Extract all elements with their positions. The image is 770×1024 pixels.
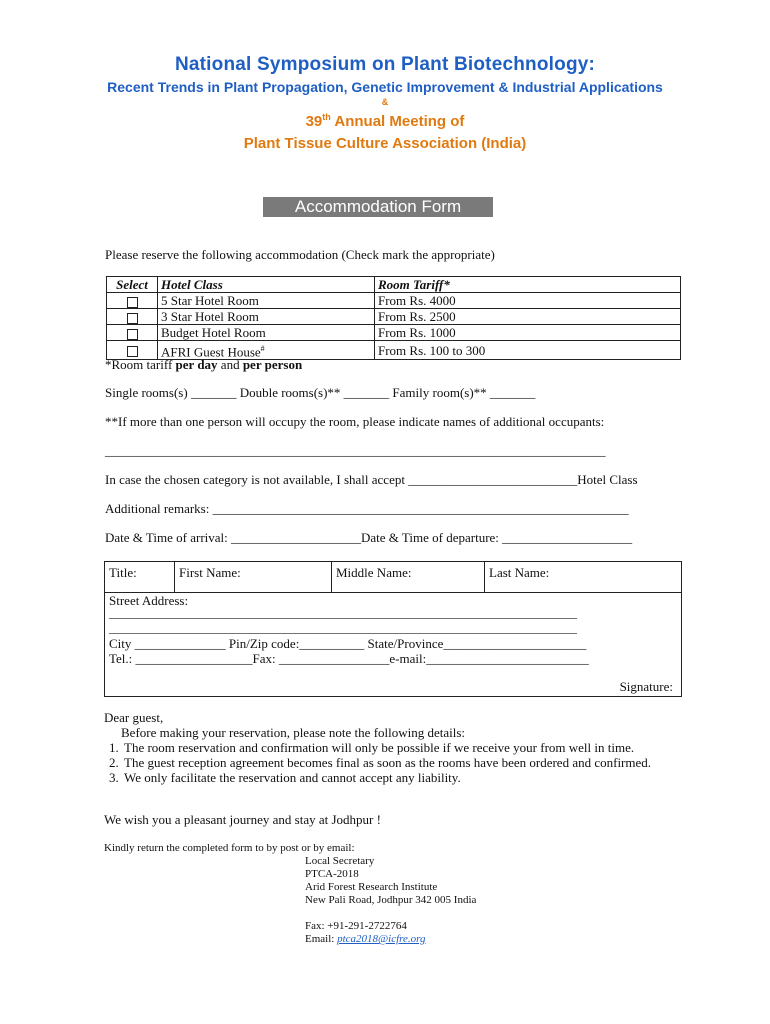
email-link[interactable]: ptca2018@icfre.org: [337, 933, 426, 945]
guest-notes: [104, 710, 724, 785]
return-address: [305, 855, 476, 946]
street-address-label: Street Address:: [109, 593, 189, 608]
middle-name-field[interactable]: Middle Name:: [332, 562, 485, 592]
column-header: Hotel Class: [158, 277, 375, 293]
hotel-class-cell: AFRI Guest House#: [158, 341, 375, 360]
association-name: Plant Tissue Culture Association (India): [243, 135, 527, 152]
email-line: Email: ptca2018@icfre.org: [305, 933, 426, 945]
address-line: New Pali Road, Jodhpur 342 005 India: [305, 894, 477, 906]
symposium-title: National Symposium on Plant Biotechnology:: [174, 54, 596, 75]
tariff-cell: From Rs. 4000: [375, 293, 681, 309]
symposium-subtitle: Recent Trends in Plant Propagation, Genetic Improvement & Industrial Applications: [107, 79, 663, 95]
checkbox[interactable]: [127, 346, 138, 357]
list-item: 1. The room reservation and confirmation will only be possible if we receive your from well in time.: [122, 740, 724, 755]
wish-text: We wish you a pleasant journey and stay at Jodhpur !: [104, 812, 381, 827]
address-line: Local Secretary: [305, 855, 375, 867]
select-cell[interactable]: [107, 293, 158, 309]
last-name-field[interactable]: Last Name:: [489, 565, 550, 580]
form-title: Accommodation Form: [263, 197, 493, 217]
city-line[interactable]: City ______________ Pin/Zip code:__________ State/Province______________________: [109, 636, 587, 651]
tariff-note: *Room tariff per day and per person: [105, 357, 303, 372]
notes-lead: Before making your reservation, please note the following details:: [121, 725, 466, 740]
hotel-class-cell: 5 Star Hotel Room: [158, 293, 375, 309]
hotel-class-cell: Budget Hotel Room: [158, 325, 375, 341]
occupants-note: **If more than one person will occupy the room, please indicate names of additional occupants:: [105, 414, 605, 429]
select-cell[interactable]: [107, 325, 158, 341]
hotel-class-cell: 3 Star Hotel Room: [158, 309, 375, 325]
contact-line[interactable]: Tel.: __________________Fax: _________________e-mail:_________________________: [109, 651, 589, 666]
address-line: Arid Forest Research Institute: [305, 881, 438, 893]
address-line: PTCA-2018: [305, 868, 359, 880]
checkbox[interactable]: [127, 297, 138, 308]
dates-line[interactable]: Date & Time of arrival: ____________________Date & Time of departure: ____________________: [105, 530, 633, 545]
checkbox[interactable]: [127, 313, 138, 324]
tariff-cell: From Rs. 2500: [375, 309, 681, 325]
checkbox[interactable]: [127, 329, 138, 340]
details-list: [104, 740, 724, 785]
list-item: 2. The guest reception agreement becomes final as soon as the rooms have been ordered and confirmed.: [122, 755, 724, 770]
table-row: [107, 293, 681, 309]
title-field[interactable]: Title:: [105, 562, 175, 592]
signature-field[interactable]: Signature:: [619, 679, 673, 694]
column-header: Select: [107, 277, 158, 293]
fax-line: Fax: +91-291-2722764: [305, 920, 407, 932]
address-box: [104, 591, 682, 697]
accept-line[interactable]: In case the chosen category is not available, I shall accept __________________________Hotel Class: [105, 472, 638, 487]
tariff-cell: From Rs. 100 to 300: [375, 341, 681, 360]
occupants-line[interactable]: _____________________________________________________________________________: [105, 443, 606, 458]
table-row: [107, 309, 681, 325]
ampersand: &: [381, 97, 389, 107]
column-header: Room Tariff*: [375, 277, 681, 293]
remarks-line[interactable]: Additional remarks: ________________________________________________________________: [105, 501, 629, 516]
street-line-1[interactable]: ______________________________________________________________________________: [109, 606, 577, 620]
first-name-field[interactable]: First Name:: [175, 562, 332, 592]
table-row: [107, 325, 681, 341]
list-item: 3. We only facilitate the reservation and cannot accept any liability.: [122, 770, 724, 785]
greeting: Dear guest,: [104, 710, 164, 725]
tariff-cell: From Rs. 1000: [375, 325, 681, 341]
hotel-table: [106, 276, 681, 360]
street-line-2[interactable]: ______________________________________________________________________________: [109, 621, 577, 635]
return-lead: Kindly return the completed form to by post or by email:: [104, 842, 355, 854]
name-row: [104, 561, 682, 593]
select-cell[interactable]: [107, 309, 158, 325]
rooms-line[interactable]: Single rooms(s) _______ Double rooms(s)** _______ Family room(s)** _______: [105, 385, 536, 400]
annual-meeting-title: 39th Annual Meeting of: [305, 112, 465, 130]
table-header-row: [107, 277, 681, 293]
intro-text: Please reserve the following accommodation (Check mark the appropriate): [105, 247, 495, 262]
